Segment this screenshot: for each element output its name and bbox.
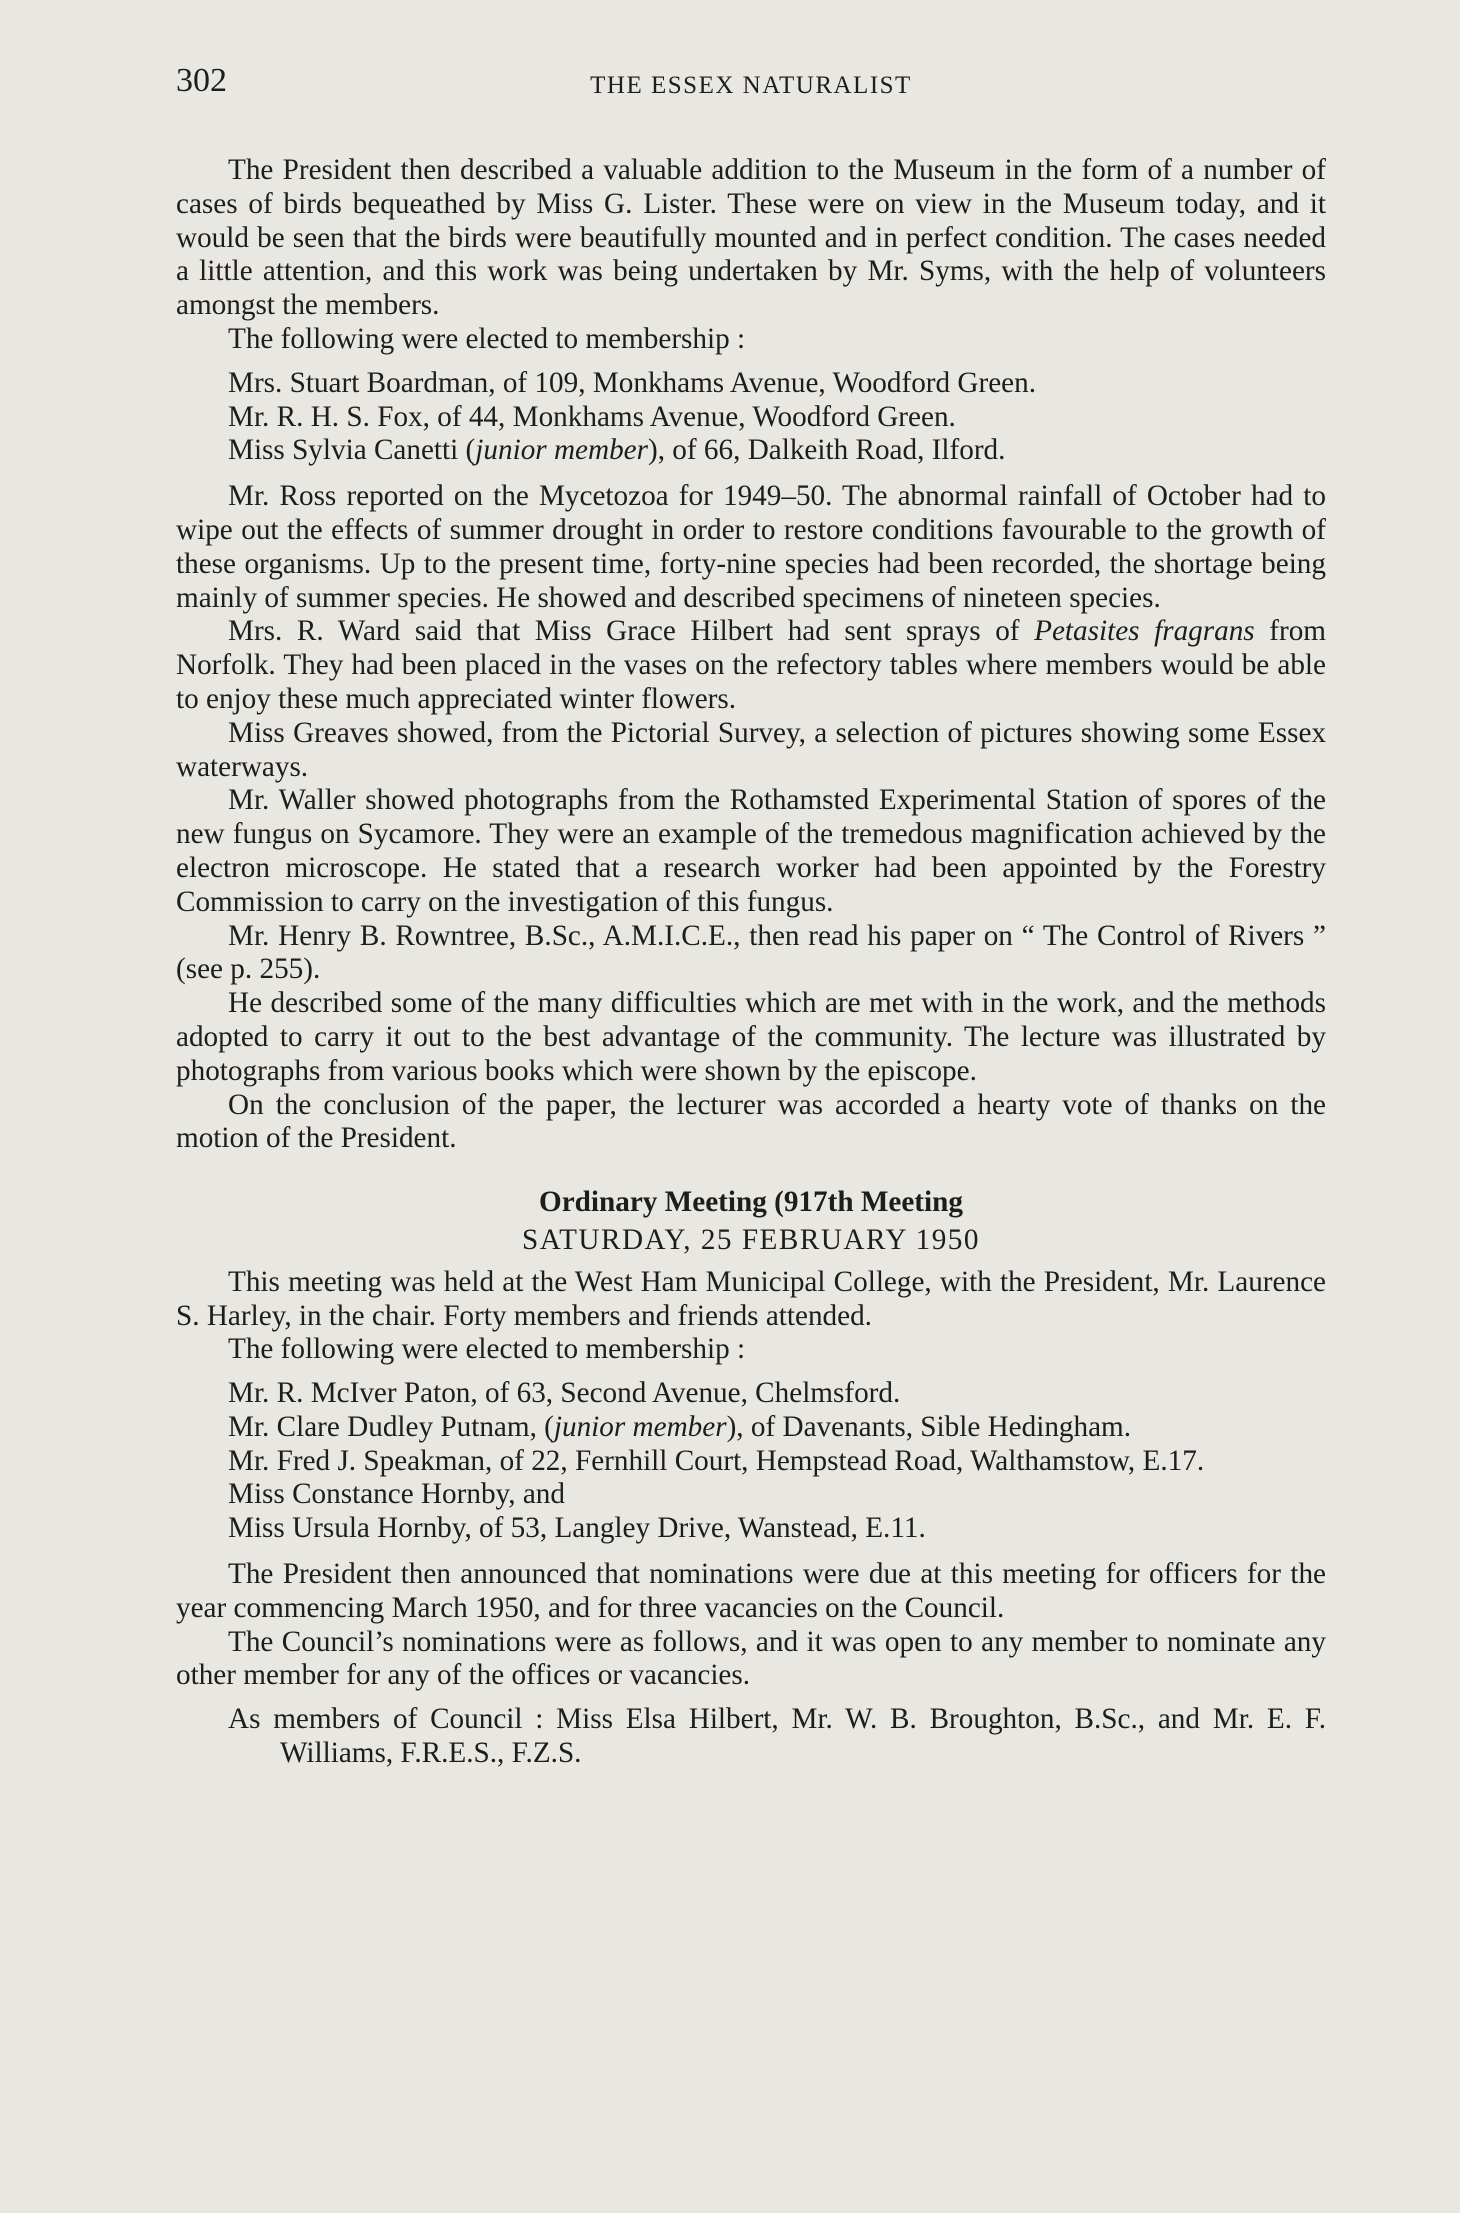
section-heading: Ordinary Meeting (917th Meeting xyxy=(539,1186,963,1219)
paragraph-text: Mrs. R. Ward said that Miss Grace Hilbert had sent sprays of xyxy=(228,615,1035,648)
member-text: Mr. Clare Dudley Putnam, ( xyxy=(228,1410,554,1443)
council-nominations: As members of Council : Miss Elsa Hilbert, Mr. W. B. Broughton, B.Sc., and Mr. E. F. Williams, F.R.E.S., F.Z.S. xyxy=(228,1703,1326,1770)
paragraph: On the conclusion of the paper, the lecturer was accorded a hearty vote of thanks on the motion of the President. xyxy=(176,1088,1326,1155)
member-text: ), of 66, Dalkeith Road, Ilford. xyxy=(647,434,1006,467)
paragraph: He described some of the many difficulties which are met with in the work, and the methods adopted to carry it out to the best advantage of the community. The lecture was illustrated by photographs from various books which were shown by the episcope. xyxy=(176,987,1326,1087)
member-entry: Mrs. Stuart Boardman, of 109, Monkhams Avenue, Woodford Green. xyxy=(228,366,1037,399)
junior-member-note: junior member xyxy=(475,434,648,467)
journal-title: THE ESSEX NATURALIST xyxy=(590,72,912,99)
paragraph: The President then announced that nominations were due at this meeting for officers for the year commencing March 1950, and for three vacancies on the Council. xyxy=(176,1558,1326,1624)
member-entry: Mr. R. H. S. Fox, of 44, Monkhams Avenue, Woodford Green. xyxy=(228,400,956,433)
member-entry: Mr. Fred J. Speakman, of 22, Fernhill Court, Hempstead Road, Walthamstow, E.17. xyxy=(228,1444,1205,1477)
paragraph-text: from Norfolk. They had been placed in the vases on the refectory tables where members would be able to enjoy these much appreciated winter flowers. xyxy=(176,615,1326,715)
paragraph: Miss Greaves showed, from the Pictorial Survey, a selection of pictures showing some Essex waterways. xyxy=(176,716,1326,783)
species-name: Petasites fragrans xyxy=(1034,615,1255,648)
member-text: Miss Sylvia Canetti ( xyxy=(228,434,476,467)
paragraph: Mr. Waller showed photographs from the Rothamsted Experimental Station of spores of the new fungus on Sycamore. They were an example of the tremedous magnification achieved by the electron microscope. He stated that a research worker had been appointed by the Forestry Commission to carry on the investigation of this fungus. xyxy=(176,784,1326,918)
paragraph: This meeting was held at the West Ham Municipal College, with the President, Mr. Laurence S. Harley, in the chair. Forty members and friends attended. xyxy=(176,1265,1326,1332)
paragraph: The President then described a valuable addition to the Museum in the form of a number of cases of birds bequeathed by Miss G. Lister. These were on view in the Museum today, and it would be seen that the birds were beautifully mounted and in perfect condition. The cases needed a little attention, and this work was being undertaken by Mr. Syms, with the help of volunteers amongst the members. xyxy=(176,154,1326,322)
member-list xyxy=(228,367,1326,468)
member-entry: Miss Ursula Hornby, of 53, Langley Drive, Wanstead, E.11. xyxy=(228,1512,926,1545)
junior-member-note: junior member xyxy=(553,1410,727,1443)
member-entry xyxy=(228,434,1326,468)
paragraph: Mr. Henry B. Rowntree, B.Sc., A.M.I.C.E., then read his paper on “ The Control of Rivers ” (see p. 255). xyxy=(176,919,1326,986)
paragraph: The Council’s nominations were as follows, and it was open to any member to nominate any other member for any of the offices or vacancies. xyxy=(176,1625,1326,1692)
running-head xyxy=(176,62,1326,118)
body-text xyxy=(176,154,1326,1771)
paragraph: Mr. Ross reported on the Mycetozoa for 1949–50. The abnormal rainfall of October had to wipe out the effects of summer drought in order to restore conditions favourable to the growth of these organisms. Up to the present time, forty-nine species had been recorded, the shortage being mainly of summer species. He showed and described specimens of nineteen species. xyxy=(176,480,1326,614)
member-list xyxy=(228,1377,1326,1546)
member-entry: Mr. R. McIver Paton, of 63, Second Avenue, Chelmsford. xyxy=(228,1377,901,1410)
member-text: ), of Davenants, Sible Hedingham. xyxy=(726,1410,1132,1443)
member-entry: Miss Constance Hornby, and xyxy=(228,1478,565,1511)
paragraph: The following were elected to membership : xyxy=(228,322,746,355)
paragraph: The following were elected to membership : xyxy=(228,1333,746,1366)
member-entry xyxy=(228,1411,1326,1445)
section-date xyxy=(176,1224,1326,1258)
page-number: 302 xyxy=(176,62,227,99)
paragraph xyxy=(176,615,1326,716)
section-date-text: SATURDAY, 25 FEBRUARY 1950 xyxy=(522,1223,980,1256)
